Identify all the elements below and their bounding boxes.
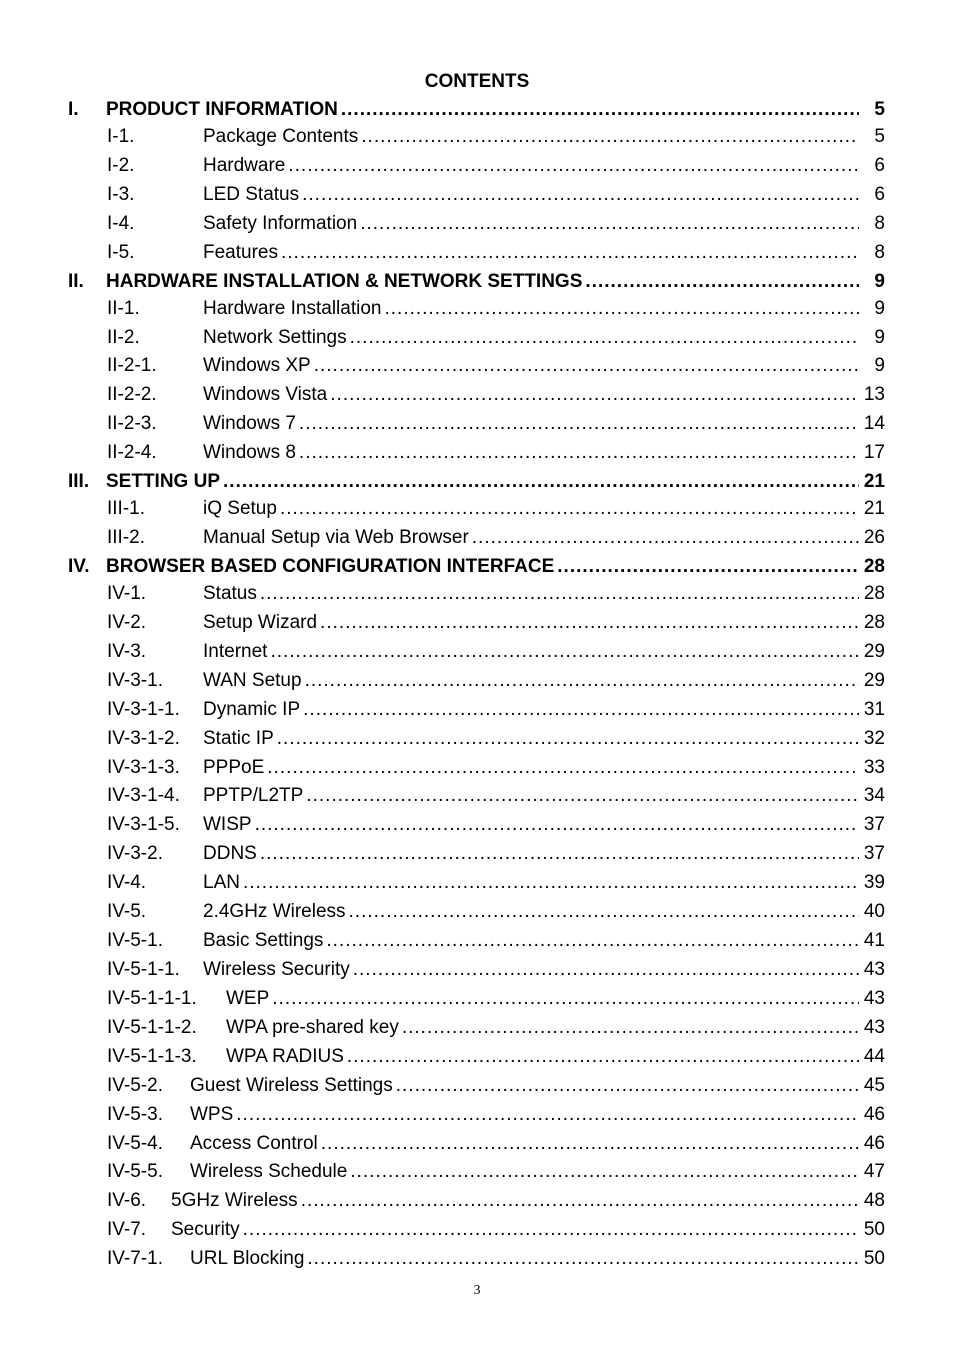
- toc-entry-page: 47: [862, 1158, 885, 1186]
- toc-entry-number: II-1.: [107, 297, 140, 319]
- toc-entry-title: WPS: [190, 1103, 234, 1125]
- toc-entry-title: 2.4GHz Wireless: [203, 901, 346, 923]
- toc-entry-title: Windows XP: [203, 355, 311, 377]
- toc-dot-leader: [350, 1158, 859, 1186]
- toc-entry-number: II-2.: [107, 326, 140, 348]
- toc-entry-page: 9: [872, 268, 885, 296]
- toc-entry-number: IV-1.: [107, 582, 147, 604]
- toc-entry-number: II-2-3.: [107, 413, 157, 435]
- toc-entry-title: Wireless Security: [203, 958, 350, 980]
- toc-entry-page: 8: [872, 239, 885, 267]
- toc-entry-number: IV-5-2.: [107, 1074, 163, 1096]
- toc-entry-title: Security: [171, 1219, 240, 1241]
- toc-entry-number: IV-5-1.: [107, 930, 163, 952]
- toc-dot-leader: [267, 754, 859, 782]
- toc-entry-number: IV-3-1-1.: [107, 698, 180, 720]
- toc-entry-page: 9: [872, 324, 885, 352]
- toc-dot-leader: [236, 1101, 859, 1129]
- toc-dot-leader: [277, 725, 859, 753]
- toc-entry-title: DDNS: [203, 843, 257, 865]
- toc-entry[interactable]: [0, 580, 954, 609]
- toc-entry-page: 21: [862, 468, 885, 496]
- toc-entry-number: IV-5-1-1.: [107, 958, 180, 980]
- toc-entry-title: BROWSER BASED CONFIGURATION INTERFACE: [106, 555, 555, 577]
- toc-entry-title: PPTP/L2TP: [203, 785, 304, 807]
- toc-dot-leader: [350, 324, 859, 352]
- toc-entry[interactable]: [0, 324, 954, 353]
- toc-entry[interactable]: [0, 468, 954, 495]
- toc-dot-leader: [326, 927, 859, 955]
- toc-entry-number: IV-6.: [107, 1190, 147, 1212]
- toc-dot-leader: [360, 210, 859, 238]
- toc-entry-title: PRODUCT INFORMATION: [106, 99, 338, 120]
- toc-entry-page: 14: [862, 410, 885, 438]
- toc-dot-leader: [223, 468, 859, 496]
- toc-entry-title: HARDWARE INSTALLATION & NETWORK SETTINGS: [106, 270, 583, 292]
- toc-entry-page: 43: [862, 1014, 885, 1042]
- toc-entry-page: 28: [862, 609, 885, 637]
- toc-entry-page: 43: [862, 956, 885, 984]
- toc-entry-page: 28: [862, 553, 885, 581]
- toc-entry-number: IV-4.: [107, 872, 147, 894]
- toc-entry-title: Access Control: [190, 1132, 318, 1154]
- toc-entry[interactable]: [0, 352, 954, 381]
- toc-entry[interactable]: [0, 439, 954, 468]
- toc-entry-title: URL Blocking: [190, 1248, 305, 1270]
- toc-entry[interactable]: [0, 696, 954, 725]
- toc-entry-title: PPPoE: [203, 756, 265, 778]
- toc-entry[interactable]: [0, 295, 954, 324]
- toc-entry-number: II-2-1.: [107, 355, 157, 377]
- toc-dot-leader: [260, 580, 859, 608]
- toc-entry-page: 29: [862, 638, 885, 666]
- toc-entry-number: IV-3.: [107, 640, 147, 662]
- toc-dot-leader: [314, 352, 859, 380]
- toc-entry[interactable]: [0, 524, 954, 553]
- toc-entry-title: Hardware Installation: [203, 297, 382, 319]
- toc-dot-leader: [585, 268, 859, 296]
- toc-entry-page: 17: [862, 439, 885, 467]
- toc-dot-leader: [288, 152, 859, 180]
- toc-dot-leader: [330, 381, 859, 409]
- toc-entry-number: IV-3-2.: [107, 843, 163, 865]
- toc-entry-number: IV-3-1-4.: [107, 785, 180, 807]
- toc-entry[interactable]: [0, 1043, 954, 1072]
- toc-entry-title: WPA RADIUS: [226, 1045, 344, 1067]
- toc-entry-number: IV-5.: [107, 901, 147, 923]
- toc-entry[interactable]: [0, 956, 954, 985]
- toc-entry-number: IV-5-5.: [107, 1161, 163, 1183]
- toc-dot-leader: [347, 1043, 859, 1071]
- toc-entry-number: IV-3-1-5.: [107, 814, 180, 836]
- toc-dot-leader: [303, 696, 859, 724]
- toc-dot-leader: [243, 1216, 859, 1244]
- toc-entry[interactable]: [0, 725, 954, 754]
- toc-entry-page: 41: [862, 927, 885, 955]
- toc-entry-page: 40: [862, 898, 885, 926]
- toc-entry[interactable]: [0, 210, 954, 239]
- toc-entry-page: 31: [862, 696, 885, 724]
- toc-entry[interactable]: [0, 609, 954, 638]
- toc-entry-title: Windows Vista: [203, 384, 328, 406]
- toc-dot-leader: [272, 985, 859, 1013]
- toc-entry-number: IV-3-1.: [107, 669, 163, 691]
- toc-entry[interactable]: [0, 782, 954, 811]
- toc-entry-page: 50: [862, 1245, 885, 1273]
- toc-entry-number: I-4.: [107, 212, 135, 234]
- toc-dot-leader: [353, 956, 859, 984]
- toc-entry-title: LAN: [203, 872, 240, 894]
- toc-entry-page: 5: [872, 123, 885, 151]
- toc-entry-page: 34: [862, 782, 885, 810]
- toc-entry-title: Basic Settings: [203, 930, 324, 952]
- toc-entry[interactable]: [0, 1245, 954, 1274]
- toc-dot-leader: [243, 869, 859, 897]
- toc-entry-title: 5GHz Wireless: [171, 1190, 298, 1212]
- toc-dot-leader: [260, 840, 859, 868]
- toc-entry-title: WEP: [226, 987, 270, 1009]
- toc-entry-title: SETTING UP: [106, 471, 221, 493]
- toc-dot-leader: [302, 181, 859, 209]
- toc-entry-number: II-2-2.: [107, 384, 157, 406]
- toc-entry-page: 44: [862, 1043, 885, 1071]
- toc-entry[interactable]: [0, 410, 954, 439]
- toc-dot-leader: [472, 524, 859, 552]
- toc-entry-number: IV-5-1-1-1.: [107, 987, 197, 1009]
- toc-entry-number: I.: [68, 99, 79, 120]
- toc-entry-title: WPA pre-shared key: [226, 1016, 399, 1038]
- toc-entry-title: WAN Setup: [203, 669, 302, 691]
- toc-dot-leader: [361, 123, 859, 151]
- toc-entry-number: IV-7-1.: [107, 1248, 163, 1270]
- toc-entry[interactable]: [0, 152, 954, 181]
- toc-entry[interactable]: [0, 268, 954, 295]
- toc-entry[interactable]: [0, 1216, 954, 1245]
- toc-dot-leader: [341, 96, 859, 124]
- toc-entry-title: Wireless Schedule: [190, 1161, 348, 1183]
- toc-entry-page: 37: [862, 811, 885, 839]
- toc-entry[interactable]: [0, 123, 954, 152]
- toc-entry-number: III.: [68, 471, 90, 493]
- toc-entry-page: 6: [872, 152, 885, 180]
- toc-entry[interactable]: [0, 754, 954, 783]
- toc-dot-leader: [270, 638, 859, 666]
- toc-entry[interactable]: [0, 239, 954, 268]
- toc-entry-title: Windows 8: [203, 442, 296, 464]
- toc-entry[interactable]: [0, 1187, 954, 1216]
- toc-entry-page: 5: [872, 96, 885, 124]
- toc-entry-number: IV-5-1-1-2.: [107, 1016, 197, 1038]
- toc-entry-title: Guest Wireless Settings: [190, 1074, 393, 1096]
- toc-entry-title: Static IP: [203, 727, 274, 749]
- toc-entry[interactable]: [0, 495, 954, 524]
- toc-dot-leader: [305, 667, 859, 695]
- toc-entry[interactable]: [0, 553, 954, 580]
- toc-entry-page: 32: [862, 725, 885, 753]
- toc-entry-title: Status: [203, 582, 257, 604]
- toc-entry-page: 9: [872, 352, 885, 380]
- page-number: 3: [473, 1283, 481, 1298]
- toc-entry-title: Hardware: [203, 154, 286, 176]
- toc-entry-page: 29: [862, 667, 885, 695]
- toc-dot-leader: [384, 295, 859, 323]
- toc-entry[interactable]: [0, 638, 954, 667]
- toc-entry[interactable]: [0, 927, 954, 956]
- toc-entry[interactable]: [0, 985, 954, 1014]
- toc-entry-number: III-2.: [107, 527, 146, 549]
- toc-entry-page: 9: [872, 295, 885, 323]
- toc-entry-number: I-5.: [107, 241, 135, 263]
- toc-dot-leader: [281, 239, 859, 267]
- toc-dot-leader: [321, 1130, 859, 1158]
- toc-entry[interactable]: [0, 1072, 954, 1101]
- toc-dot-leader: [396, 1072, 859, 1100]
- toc-dot-leader: [301, 1187, 859, 1215]
- toc-entry-page: 39: [862, 869, 885, 897]
- table-of-contents: [0, 96, 954, 1274]
- toc-dot-leader: [255, 811, 859, 839]
- toc-dot-leader: [349, 898, 859, 926]
- toc-entry-page: 33: [862, 754, 885, 782]
- toc-entry[interactable]: [0, 811, 954, 840]
- toc-entry-number: II-2-4.: [107, 442, 157, 464]
- toc-entry-title: iQ Setup: [203, 498, 277, 520]
- toc-entry[interactable]: [0, 840, 954, 869]
- toc-entry-title: Dynamic IP: [203, 698, 301, 720]
- toc-entry-number: III-1.: [107, 498, 146, 520]
- toc-entry-title: Setup Wizard: [203, 611, 318, 633]
- toc-entry-number: IV-5-4.: [107, 1132, 163, 1154]
- toc-entry[interactable]: [0, 667, 954, 696]
- toc-entry-title: WISP: [203, 814, 252, 836]
- toc-entry[interactable]: [0, 1101, 954, 1130]
- toc-entry-page: 8: [872, 210, 885, 238]
- toc-entry[interactable]: [0, 898, 954, 927]
- toc-dot-leader: [306, 782, 859, 810]
- toc-entry-title: Internet: [203, 640, 268, 662]
- toc-entry-title: Manual Setup via Web Browser: [203, 527, 469, 549]
- toc-entry-page: 21: [862, 495, 885, 523]
- toc-entry[interactable]: [0, 181, 954, 210]
- toc-entry[interactable]: [0, 96, 954, 123]
- toc-entry-title: Windows 7: [203, 413, 296, 435]
- toc-entry[interactable]: [0, 1130, 954, 1159]
- toc-entry-page: 37: [862, 840, 885, 868]
- toc-entry-page: 28: [862, 580, 885, 608]
- toc-entry-page: 13: [862, 381, 885, 409]
- toc-entry-number: I-3.: [107, 183, 135, 205]
- toc-entry-number: IV-5-3.: [107, 1103, 163, 1125]
- page-title: CONTENTS: [424, 71, 530, 92]
- toc-entry-page: 48: [862, 1187, 885, 1215]
- toc-dot-leader: [402, 1014, 859, 1042]
- toc-entry-number: IV.: [68, 555, 90, 577]
- toc-dot-leader: [320, 609, 859, 637]
- toc-entry-title: Safety Information: [203, 212, 358, 234]
- toc-dot-leader: [299, 439, 859, 467]
- toc-entry-page: 46: [862, 1130, 885, 1158]
- toc-dot-leader: [557, 553, 859, 581]
- toc-entry-number: IV-3-1-3.: [107, 756, 180, 778]
- toc-entry-number: IV-2.: [107, 611, 147, 633]
- toc-entry-number: I-1.: [107, 126, 135, 147]
- toc-entry-page: 45: [862, 1072, 885, 1100]
- toc-entry-title: LED Status: [203, 183, 300, 205]
- toc-entry-title: Features: [203, 241, 278, 263]
- toc-entry-page: 43: [862, 985, 885, 1013]
- toc-entry-page: 26: [862, 524, 885, 552]
- toc-entry-number: IV-5-1-1-3.: [107, 1045, 197, 1067]
- toc-entry-number: IV-7.: [107, 1219, 147, 1241]
- toc-dot-leader: [307, 1245, 859, 1273]
- toc-entry[interactable]: [0, 1158, 954, 1187]
- toc-entry[interactable]: [0, 869, 954, 898]
- toc-entry-page: 46: [862, 1101, 885, 1129]
- toc-dot-leader: [299, 410, 859, 438]
- toc-entry-title: Package Contents: [203, 126, 359, 147]
- toc-entry-number: II.: [68, 270, 84, 292]
- toc-entry-number: IV-3-1-2.: [107, 727, 180, 749]
- toc-entry-title: Network Settings: [203, 326, 347, 348]
- toc-entry-number: I-2.: [107, 154, 135, 176]
- toc-entry-page: 50: [862, 1216, 885, 1244]
- toc-entry[interactable]: [0, 1014, 954, 1043]
- toc-dot-leader: [280, 495, 859, 523]
- toc-entry[interactable]: [0, 381, 954, 410]
- toc-entry-page: 6: [872, 181, 885, 209]
